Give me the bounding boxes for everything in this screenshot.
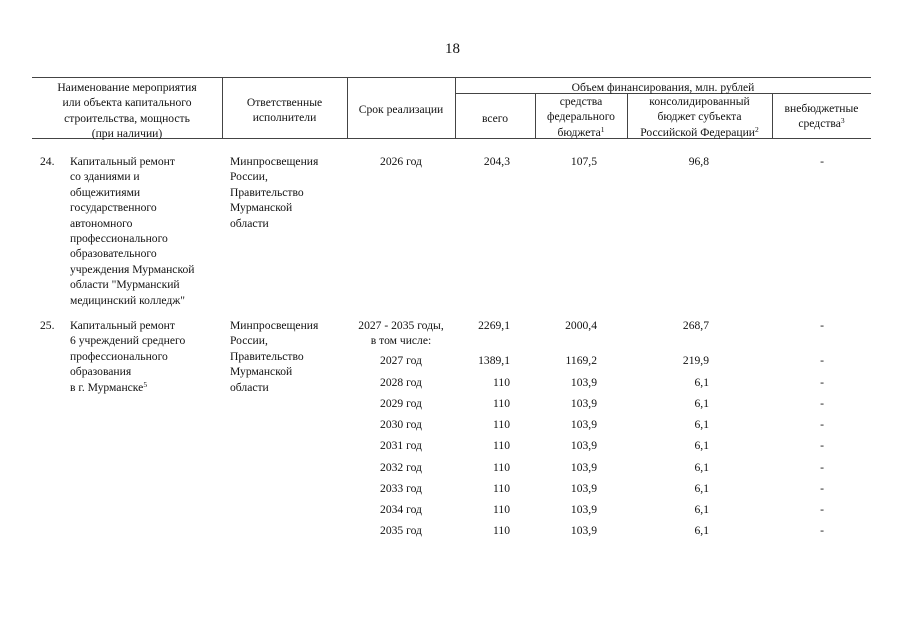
row-term-cell [347,318,455,349]
header-name-line: Наименование мероприятия [57,81,197,94]
year-extra: - [820,354,824,367]
year-total: 110 [493,482,510,495]
row-federal: 2000,4 [565,319,597,332]
row-name-line: государственного [70,201,157,215]
year-extra: - [820,461,824,474]
row-term-line: в том числе: [370,334,432,348]
row-number: 24. [40,155,55,168]
row-name-line: учреждения Мурманской [70,262,195,276]
year-federal: 1169,2 [565,354,597,367]
header-total-cell: всего [481,112,509,125]
header-regional-line: консолидированный [649,95,750,108]
row-name-cell [70,154,195,308]
header-regional-line: бюджет субъекта [657,110,742,124]
year-federal: 103,9 [570,482,597,495]
header-federal-cell [535,94,627,140]
row-responsible-line: Правительство [230,185,304,199]
year-term: 2027 год [380,354,422,367]
row-responsible-line: Минпросвещения [230,319,319,332]
row-name-line: профессионального [70,349,168,363]
header-federal-line: федерального [547,110,615,124]
row-responsible-line: области [230,216,269,230]
year-total: 110 [493,397,510,410]
year-total: 110 [493,418,510,431]
year-total: 110 [493,439,510,452]
year-total: 110 [493,376,510,389]
row-responsible-line: Минпросвещения [230,155,319,168]
row-extra: - [820,155,824,168]
page-number: 18 [445,41,460,57]
year-regional: 6,1 [694,503,709,516]
year-extra: - [820,376,824,389]
header-responsible-line: исполнители [252,111,317,125]
year-regional: 6,1 [694,461,709,474]
year-term: 2030 год [380,418,422,431]
footnote-marker: 1 [600,124,605,134]
row-term: 2026 год [380,155,422,168]
year-extra: - [820,524,824,537]
year-total: 110 [493,524,510,537]
year-extra: - [820,439,824,452]
footnote-marker: 5 [143,379,148,389]
row-name-line: автономного [70,216,133,230]
row-responsible-cell [230,154,318,231]
row-federal: 107,5 [570,155,597,168]
row-name-line: медицинский колледж" [70,293,186,307]
row-responsible-line: области [230,380,269,394]
year-total: 110 [493,503,510,516]
header-regional-text: Российской Федерации [640,125,756,139]
row-responsible-line: Правительство [230,349,304,363]
header-extra-line: внебюджетные [784,102,859,115]
row-name-text: в г. Мурманске [70,380,144,394]
row-total: 2269,1 [478,319,510,332]
row-name-line: профессионального [70,232,168,246]
year-term: 2028 год [380,376,422,389]
row-name-line: образовательного [70,247,157,261]
year-term: 2034 год [380,503,422,516]
row-name-line: Капитальный ремонт [70,319,175,332]
header-extra-line [772,116,871,131]
header-federal-line [535,125,627,140]
year-regional: 6,1 [694,439,709,452]
year-regional: 6,1 [694,376,709,389]
year-term: 2032 год [380,461,422,474]
footnote-marker: 3 [840,116,845,126]
row-total: 204,3 [483,155,510,168]
row-name-line: 6 учреждений среднего [70,334,186,348]
header-federal-text: бюджета [557,125,601,139]
row-responsible-cell [230,318,318,395]
row-name-line: общежитиями [70,185,141,199]
year-federal: 103,9 [570,376,597,389]
row-responsible-line: Мурманской [230,201,293,215]
header-regional-cell [627,94,772,140]
year-term: 2029 год [380,397,422,410]
year-federal: 103,9 [570,418,597,431]
header-name-line: (при наличии) [91,127,163,141]
year-term: 2033 год [380,482,422,495]
header-responsible-line: Ответственные [246,96,323,109]
header-regional-line [627,125,772,140]
year-federal: 103,9 [570,439,597,452]
year-federal: 103,9 [570,524,597,537]
year-total: 1389,1 [478,354,510,367]
row-name-cell [70,318,185,395]
row-regional: 268,7 [682,319,709,332]
header-extra-cell [772,101,871,132]
header-responsible-cell [222,95,347,126]
row-regional: 96,8 [688,155,709,168]
header-term-cell: Срок реализации [358,103,444,116]
year-federal: 103,9 [570,503,597,516]
header-federal-line: средства [559,95,603,108]
row-responsible-line: России, [230,334,268,348]
row-term-line: 2027 - 2035 годы, [358,319,444,332]
row-number: 25. [40,319,55,332]
header-name-line: или объекта капитального [62,96,192,110]
header-name-line: строительства, мощность [64,111,190,125]
year-extra: - [820,418,824,431]
header-extra-text: средства [798,117,841,131]
year-total: 110 [493,461,510,474]
footnote-marker: 2 [755,124,759,134]
year-extra: - [820,482,824,495]
header-name-cell [32,80,222,142]
header-top-rule [32,77,871,78]
year-regional: 6,1 [694,418,709,431]
year-regional: 6,1 [694,397,709,410]
row-name-line: образования [70,365,132,379]
row-name-line [70,380,185,395]
row-responsible-line: России, [230,170,268,184]
year-extra: - [820,503,824,516]
row-extra: - [820,319,824,332]
row-name-line: со зданиями и [70,170,140,184]
year-federal: 103,9 [570,461,597,474]
header-volume-cell: Объем финансирования, млн. рублей [571,81,755,94]
row-name-line: области "Мурманский [70,278,180,292]
year-regional: 6,1 [694,482,709,495]
year-federal: 103,9 [570,397,597,410]
year-term: 2035 год [380,524,422,537]
year-regional: 219,9 [682,354,709,367]
row-responsible-line: Мурманской [230,365,293,379]
year-term: 2031 год [380,439,422,452]
row-name-line: Капитальный ремонт [70,155,175,168]
year-extra: - [820,397,824,410]
year-regional: 6,1 [694,524,709,537]
